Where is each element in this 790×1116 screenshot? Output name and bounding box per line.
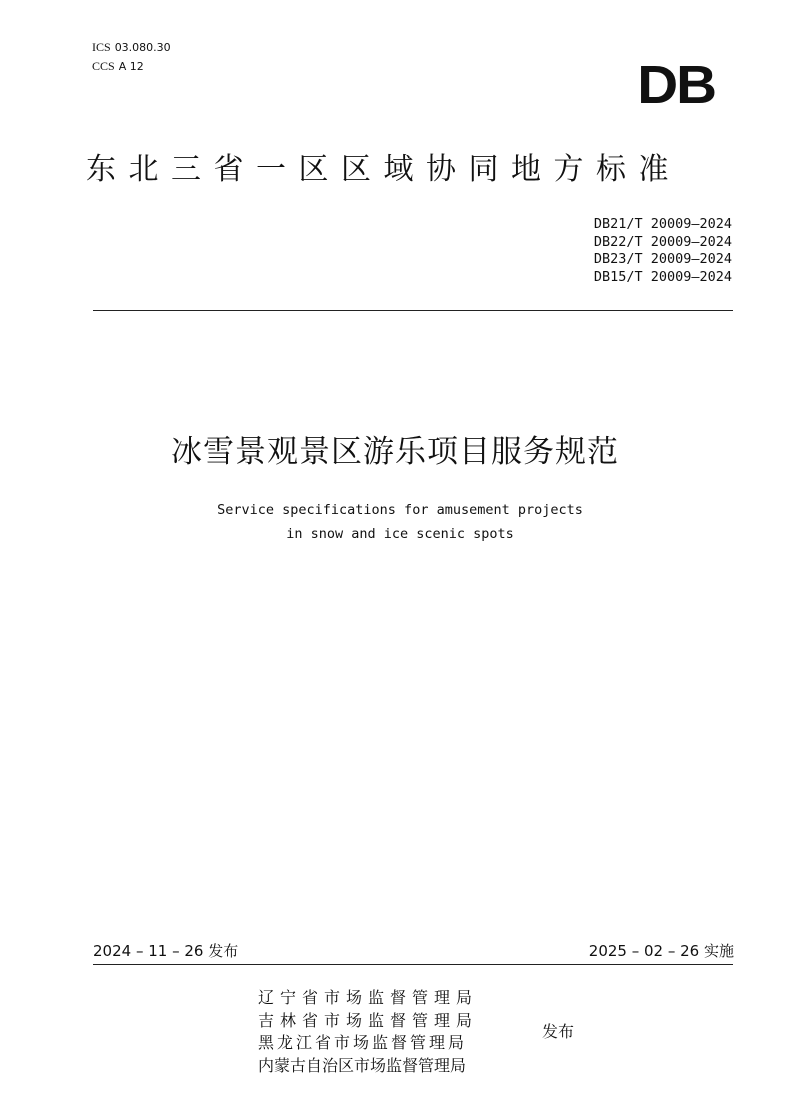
ccs-line <box>92 57 171 76</box>
standard-number: DB23/T 20009—2024 <box>593 251 732 267</box>
ics-label: ICS <box>92 40 111 54</box>
bottom-divider <box>93 964 733 965</box>
ccs-code: A 12 <box>118 60 144 73</box>
issuer: 吉林省市场监督管理局 <box>258 1010 479 1030</box>
issue-label: 发布 <box>542 1022 575 1041</box>
issuer: 黑龙江省市场监督管理局 <box>258 1033 468 1052</box>
top-divider <box>93 310 733 311</box>
title-en-line: in snow and ice scenic spots <box>286 526 514 542</box>
issuer: 辽宁省市场监督管理局 <box>258 988 479 1007</box>
ccs-label: CCS <box>92 59 115 73</box>
standard-number: DB15/T 20009—2024 <box>593 268 732 285</box>
implement-date: 2025 – 02 – 26 实施 <box>588 942 734 960</box>
standard-number: DB21/T 20009—2024 <box>593 216 732 232</box>
document-title-en <box>0 498 790 546</box>
standard-type-heading: 东北三省一区区域协同地方标准 <box>86 152 681 187</box>
issuing-authorities <box>258 987 478 1077</box>
document-title-cn: 冰雪景观景区游乐项目服务规范 <box>171 434 619 470</box>
standard-numbers <box>594 216 732 286</box>
ics-code: 03.080.30 <box>114 41 171 54</box>
title-en-line: Service specifications for amusement projects <box>217 502 583 518</box>
publish-date: 2024 – 11 – 26 发布 <box>93 942 239 960</box>
classification-codes <box>92 38 171 76</box>
standard-number: DB22/T 20009—2024 <box>593 233 732 250</box>
issuer: 内蒙古自治区市场监督管理局 <box>258 1055 467 1075</box>
ics-line <box>92 38 171 57</box>
db-logo: DB <box>637 55 715 115</box>
